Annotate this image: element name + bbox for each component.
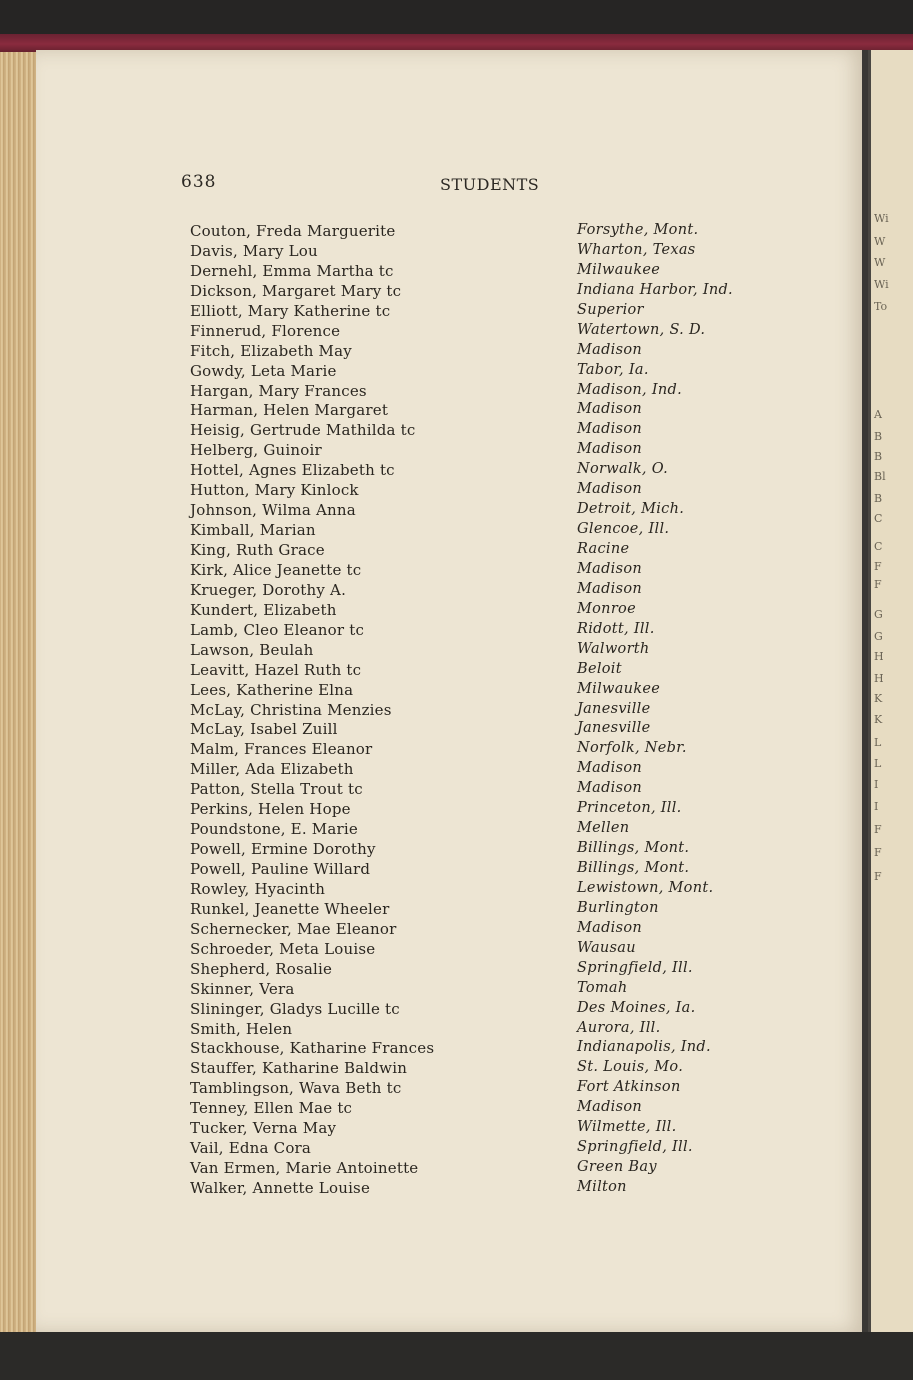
student-name: Hargan, Mary Frances bbox=[190, 381, 367, 400]
student-hometown: Tabor, Ia. bbox=[577, 361, 649, 378]
list-item bbox=[0, 940, 860, 960]
student-name: Stackhouse, Katharine Frances bbox=[190, 1039, 435, 1058]
student-hometown: Detroit, Mich. bbox=[577, 501, 685, 518]
facing-page-fragment: F bbox=[874, 870, 882, 883]
student-hometown: Tomah bbox=[577, 979, 628, 996]
student-hometown: Billings, Mont. bbox=[577, 840, 690, 857]
list-item bbox=[0, 621, 860, 641]
student-name: Lawson, Beulah bbox=[190, 640, 314, 659]
student-name: Tucker, Verna May bbox=[190, 1119, 337, 1138]
student-name: Smith, Helen bbox=[190, 1019, 293, 1038]
student-hometown: Madison bbox=[577, 580, 643, 597]
student-hometown: Springfield, Ill. bbox=[577, 959, 693, 976]
facing-page-fragment: Bl bbox=[874, 470, 886, 483]
list-item bbox=[0, 601, 860, 621]
list-item bbox=[0, 1179, 860, 1199]
student-hometown: Janesville bbox=[577, 720, 651, 737]
list-item bbox=[0, 441, 860, 461]
student-name: Krueger, Dorothy A. bbox=[190, 580, 347, 599]
student-hometown: Lewistown, Mont. bbox=[577, 879, 714, 896]
student-name: Davis, Mary Lou bbox=[190, 241, 318, 260]
student-name: Heisig, Gertrude Mathilda tc bbox=[190, 421, 416, 440]
list-item bbox=[0, 282, 860, 302]
student-name: Rowley, Hyacinth bbox=[190, 879, 326, 898]
student-hometown: Norwalk, O. bbox=[577, 461, 668, 478]
student-list bbox=[0, 222, 860, 1199]
student-hometown: Janesville bbox=[577, 700, 651, 717]
student-hometown: St. Louis, Mo. bbox=[577, 1059, 684, 1076]
list-item bbox=[0, 561, 860, 581]
student-name: Tenney, Ellen Mae tc bbox=[190, 1099, 353, 1118]
student-hometown: Burlington bbox=[577, 899, 659, 916]
student-name: Kirk, Alice Jeanette tc bbox=[190, 560, 362, 579]
student-name: Malm, Frances Eleanor bbox=[190, 740, 373, 759]
student-hometown: Wharton, Texas bbox=[577, 241, 696, 258]
student-name: Finnerud, Florence bbox=[190, 321, 341, 340]
list-item bbox=[0, 800, 860, 820]
student-hometown: Madison bbox=[577, 760, 643, 777]
list-item bbox=[0, 421, 860, 441]
list-item bbox=[0, 780, 860, 800]
student-hometown: Norfolk, Nebr. bbox=[577, 740, 687, 757]
page-number: 638 bbox=[181, 172, 217, 192]
student-name: Shepherd, Rosalie bbox=[190, 959, 333, 978]
student-hometown: Madison bbox=[577, 421, 643, 438]
facing-page-fragment: A bbox=[874, 408, 882, 421]
list-item bbox=[0, 302, 860, 322]
student-name: Lees, Katherine Elna bbox=[190, 680, 354, 699]
list-item bbox=[0, 880, 860, 900]
list-item bbox=[0, 401, 860, 421]
student-hometown: Wausau bbox=[577, 939, 636, 956]
facing-page-fragment: K bbox=[874, 713, 883, 726]
list-item bbox=[0, 481, 860, 501]
student-hometown: Milwaukee bbox=[577, 261, 661, 278]
list-item bbox=[0, 342, 860, 362]
student-name: Helberg, Guinoir bbox=[190, 441, 322, 460]
student-hometown: Madison bbox=[577, 560, 643, 577]
student-name: Perkins, Helen Hope bbox=[190, 800, 351, 819]
student-name: Harman, Helen Margaret bbox=[190, 401, 389, 420]
list-item bbox=[0, 322, 860, 342]
student-name: Lamb, Cleo Eleanor tc bbox=[190, 620, 365, 639]
facing-page-fragment: G bbox=[874, 608, 883, 621]
list-item bbox=[0, 720, 860, 740]
list-item bbox=[0, 1059, 860, 1079]
list-item bbox=[0, 1000, 860, 1020]
list-item bbox=[0, 1079, 860, 1099]
student-name: Patton, Stella Trout tc bbox=[190, 780, 363, 799]
list-item bbox=[0, 1039, 860, 1059]
scan-bottom-background bbox=[0, 1332, 913, 1380]
list-item bbox=[0, 262, 860, 282]
list-item bbox=[0, 740, 860, 760]
facing-page-fragment: H bbox=[874, 650, 884, 663]
student-hometown: Glencoe, Ill. bbox=[577, 521, 670, 538]
list-item bbox=[0, 661, 860, 681]
list-item bbox=[0, 641, 860, 661]
student-name: McLay, Isabel Zuill bbox=[190, 720, 338, 739]
student-name: Leavitt, Hazel Ruth tc bbox=[190, 660, 362, 679]
list-item bbox=[0, 1159, 860, 1179]
student-name: Dernehl, Emma Martha tc bbox=[190, 261, 394, 280]
student-hometown: Wilmette, Ill. bbox=[577, 1119, 677, 1136]
facing-page-fragment: W bbox=[874, 256, 886, 269]
student-hometown: Forsythe, Mont. bbox=[577, 222, 699, 238]
student-name: Skinner, Vera bbox=[190, 979, 295, 998]
facing-page-fragment: W bbox=[874, 235, 886, 248]
student-hometown: Superior bbox=[577, 301, 644, 318]
student-hometown: Milton bbox=[577, 1179, 627, 1195]
running-head: STUDENTS bbox=[440, 175, 540, 194]
student-name: Johnson, Wilma Anna bbox=[190, 501, 356, 520]
list-item bbox=[0, 840, 860, 860]
facing-page-fragment: H bbox=[874, 672, 884, 685]
list-item bbox=[0, 581, 860, 601]
facing-page-fragment: L bbox=[874, 736, 882, 749]
student-name: Van Ermen, Marie Antoinette bbox=[190, 1159, 419, 1178]
student-hometown: Billings, Mont. bbox=[577, 860, 690, 876]
student-name: Slininger, Gladys Lucille tc bbox=[190, 999, 400, 1018]
list-item bbox=[0, 681, 860, 701]
student-hometown: Madison bbox=[577, 441, 643, 458]
student-name: Miller, Ada Elizabeth bbox=[190, 760, 354, 779]
student-name: Tamblingson, Wava Beth tc bbox=[190, 1079, 402, 1098]
facing-page-fragment: B bbox=[874, 492, 883, 505]
student-name: Dickson, Margaret Mary tc bbox=[190, 281, 402, 300]
student-name: King, Ruth Grace bbox=[190, 541, 325, 559]
list-item bbox=[0, 920, 860, 940]
student-name: Kimball, Marian bbox=[190, 521, 316, 540]
student-hometown: Indiana Harbor, Ind. bbox=[577, 281, 733, 298]
student-name: Fitch, Elizabeth May bbox=[190, 341, 352, 360]
student-name: Powell, Pauline Willard bbox=[190, 860, 371, 878]
student-name: Hottel, Agnes Elizabeth tc bbox=[190, 461, 395, 480]
list-item bbox=[0, 362, 860, 382]
student-hometown: Beloit bbox=[577, 660, 622, 677]
list-item bbox=[0, 760, 860, 780]
list-item bbox=[0, 1139, 860, 1159]
facing-page-fragment: F bbox=[874, 578, 882, 591]
student-hometown: Madison bbox=[577, 780, 643, 797]
student-name: Stauffer, Katharine Baldwin bbox=[190, 1059, 408, 1078]
facing-page-fragment: C bbox=[874, 512, 883, 525]
facing-page-fragment: I bbox=[874, 778, 879, 791]
student-hometown: Des Moines, Ia. bbox=[577, 999, 696, 1016]
list-item bbox=[0, 461, 860, 481]
student-hometown: Fort Atkinson bbox=[577, 1079, 681, 1096]
list-item bbox=[0, 860, 860, 880]
student-hometown: Springfield, Ill. bbox=[577, 1139, 693, 1156]
list-item bbox=[0, 501, 860, 521]
list-item bbox=[0, 900, 860, 920]
student-name: Poundstone, E. Marie bbox=[190, 820, 358, 839]
student-name: Schernecker, Mae Eleanor bbox=[190, 919, 397, 938]
student-name: Powell, Ermine Dorothy bbox=[190, 840, 376, 859]
facing-page-fragment: F bbox=[874, 560, 882, 573]
student-hometown: Milwaukee bbox=[577, 680, 661, 697]
list-item bbox=[0, 1099, 860, 1119]
student-hometown: Watertown, S. D. bbox=[577, 321, 706, 338]
facing-page-fragment: Wi bbox=[874, 278, 889, 291]
facing-page-fragment: I bbox=[874, 800, 879, 813]
student-hometown: Madison bbox=[577, 919, 643, 936]
student-name: Vail, Edna Cora bbox=[190, 1139, 312, 1158]
student-name: Schroeder, Meta Louise bbox=[190, 939, 376, 958]
student-hometown: Madison bbox=[577, 1099, 643, 1116]
list-item bbox=[0, 701, 860, 721]
facing-page-fragment: C bbox=[874, 540, 883, 553]
student-name: Runkel, Jeanette Wheeler bbox=[190, 899, 390, 918]
list-item bbox=[0, 980, 860, 1000]
facing-page-fragment: K bbox=[874, 692, 883, 705]
student-name: Elliott, Mary Katherine tc bbox=[190, 301, 391, 320]
student-hometown: Madison bbox=[577, 481, 643, 498]
list-item bbox=[0, 820, 860, 840]
student-name: McLay, Christina Menzies bbox=[190, 700, 392, 719]
facing-page-fragment: F bbox=[874, 823, 882, 836]
list-item bbox=[0, 960, 860, 980]
student-name: Couton, Freda Marguerite bbox=[190, 222, 396, 240]
student-name: Walker, Annette Louise bbox=[190, 1179, 371, 1197]
student-name: Gowdy, Leta Marie bbox=[190, 361, 337, 380]
facing-page-fragment: L bbox=[874, 757, 882, 770]
student-hometown: Monroe bbox=[577, 600, 636, 617]
student-hometown: Mellen bbox=[577, 820, 630, 837]
list-item bbox=[0, 1119, 860, 1139]
student-hometown: Madison, Ind. bbox=[577, 381, 682, 398]
student-name: Hutton, Mary Kinlock bbox=[190, 481, 359, 500]
list-item bbox=[0, 521, 860, 541]
list-item bbox=[0, 1020, 860, 1040]
facing-page-fragment: B bbox=[874, 430, 883, 443]
list-item bbox=[0, 222, 860, 242]
student-hometown: Ridott, Ill. bbox=[577, 620, 655, 637]
facing-page-fragment: To bbox=[874, 300, 888, 313]
student-hometown: Madison bbox=[577, 341, 643, 358]
student-hometown: Racine bbox=[577, 541, 630, 557]
student-hometown: Madison bbox=[577, 401, 643, 418]
student-hometown: Aurora, Ill. bbox=[577, 1019, 661, 1036]
facing-page-fragment: F bbox=[874, 846, 882, 859]
facing-page-fragment: B bbox=[874, 450, 883, 463]
list-item bbox=[0, 541, 860, 561]
student-hometown: Princeton, Ill. bbox=[577, 800, 682, 817]
student-hometown: Indianapolis, Ind. bbox=[577, 1039, 711, 1056]
facing-page-fragment: G bbox=[874, 630, 883, 643]
student-hometown: Green Bay bbox=[577, 1159, 657, 1176]
list-item bbox=[0, 242, 860, 262]
list-item bbox=[0, 382, 860, 402]
facing-page-fragment: Wi bbox=[874, 212, 889, 225]
student-name: Kundert, Elizabeth bbox=[190, 600, 337, 619]
student-hometown: Walworth bbox=[577, 640, 650, 657]
